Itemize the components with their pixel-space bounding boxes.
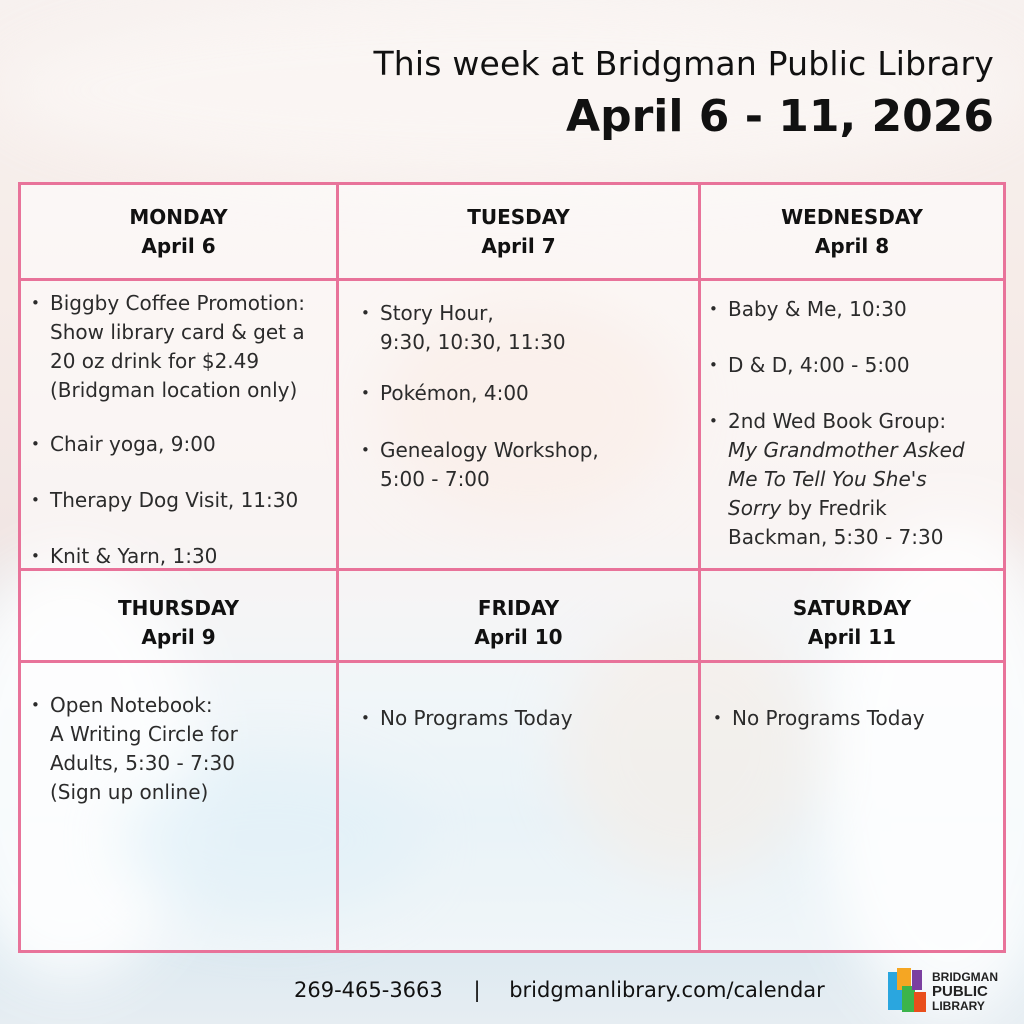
event-line: • Story Hour, [380, 301, 494, 325]
day-name: THURSDAY [117, 596, 240, 620]
library-logo-mark [888, 968, 928, 1014]
event-item [361, 299, 691, 357]
events-thursday [31, 691, 336, 834]
event-line: • Therapy Dog Visit, 11:30 [50, 488, 299, 512]
footer-phone[interactable]: 269-465-3663 [294, 978, 443, 1002]
event-line: • No Programs Today [732, 706, 925, 730]
header-subtitle: This week at Bridgman Public Library [373, 44, 994, 83]
event-line: (Sign up online) [50, 780, 209, 804]
event-line: • Biggby Coffee Promotion: [50, 291, 305, 315]
footer-url[interactable]: bridgmanlibrary.com/calendar [509, 978, 825, 1002]
event-line: (Bridgman location only) [50, 378, 298, 402]
library-logo [888, 966, 1006, 1016]
event-item [31, 486, 336, 515]
event-line: • Pokémon, 4:00 [380, 381, 529, 405]
day-name: SATURDAY [792, 596, 912, 620]
event-line: A Writing Circle for [50, 722, 238, 746]
event-line: 20 oz drink for $2.49 [50, 349, 260, 373]
event-line: • Open Notebook: [50, 693, 213, 717]
event-line: • Knit & Yarn, 1:30 [50, 544, 218, 568]
logo-line: LIBRARY [932, 998, 985, 1013]
book-title-line: My Grandmother Asked [728, 438, 965, 462]
grid-divider [21, 278, 1003, 281]
events-monday [31, 289, 336, 598]
logo-line: BRIDGMAN [932, 969, 998, 984]
book-title-line: Me To Tell You She's [728, 467, 927, 491]
day-header-thursday [21, 594, 336, 652]
book-title-line: Sorry [728, 496, 782, 520]
event-line: • Chair yoga, 9:00 [50, 432, 216, 456]
events-friday [361, 704, 691, 760]
event-line: Show library card & get a [50, 320, 305, 344]
event-item [709, 295, 1001, 324]
day-header-monday [21, 203, 336, 261]
event-item [31, 430, 336, 459]
logo-bpl-mark-icon [888, 968, 928, 1014]
day-date: April 7 [481, 234, 556, 258]
footer-contact [294, 978, 825, 1002]
event-line: • D & D, 4:00 - 5:00 [728, 353, 910, 377]
events-saturday [713, 704, 1001, 760]
day-date: April 10 [474, 625, 563, 649]
day-header-tuesday [339, 203, 698, 261]
day-name: TUESDAY [467, 205, 570, 229]
events-wednesday [709, 295, 1001, 579]
library-logo-text [932, 970, 998, 1013]
page-header [373, 42, 994, 146]
day-date: April 6 [141, 234, 216, 258]
event-item [361, 436, 691, 494]
day-name: WEDNESDAY [781, 205, 923, 229]
day-header-saturday [701, 594, 1003, 652]
event-line: Backman, 5:30 - 7:30 [728, 525, 944, 549]
event-line: Adults, 5:30 - 7:30 [50, 751, 235, 775]
header-date-range: April 6 - 11, 2026 [566, 91, 994, 142]
event-item [713, 704, 1001, 733]
event-item [361, 704, 691, 733]
event-item [361, 379, 691, 408]
week-calendar-grid [18, 182, 1006, 953]
event-line: • No Programs Today [380, 706, 573, 730]
day-header-friday [339, 594, 698, 652]
event-line: • Genealogy Workshop, [380, 438, 599, 462]
event-item [709, 407, 1001, 552]
day-name: FRIDAY [477, 596, 560, 620]
event-item [709, 351, 1001, 380]
day-name: MONDAY [129, 205, 228, 229]
day-date: April 11 [807, 625, 897, 649]
logo-line: PUBLIC [932, 982, 988, 1000]
events-tuesday [361, 299, 691, 521]
grid-divider [21, 660, 1003, 663]
event-line: 9:30, 10:30, 11:30 [380, 330, 566, 354]
footer-separator: | [473, 978, 481, 1002]
event-line: • 2nd Wed Book Group: [728, 409, 947, 433]
day-header-wednesday [701, 203, 1003, 261]
event-line: 5:00 - 7:00 [380, 467, 490, 491]
event-line: • Baby & Me, 10:30 [728, 297, 907, 321]
event-line: by Fredrik [781, 496, 887, 520]
event-item [31, 542, 336, 571]
event-item [31, 691, 336, 807]
day-date: April 8 [814, 234, 890, 258]
day-date: April 9 [141, 625, 216, 649]
event-item [31, 289, 336, 405]
